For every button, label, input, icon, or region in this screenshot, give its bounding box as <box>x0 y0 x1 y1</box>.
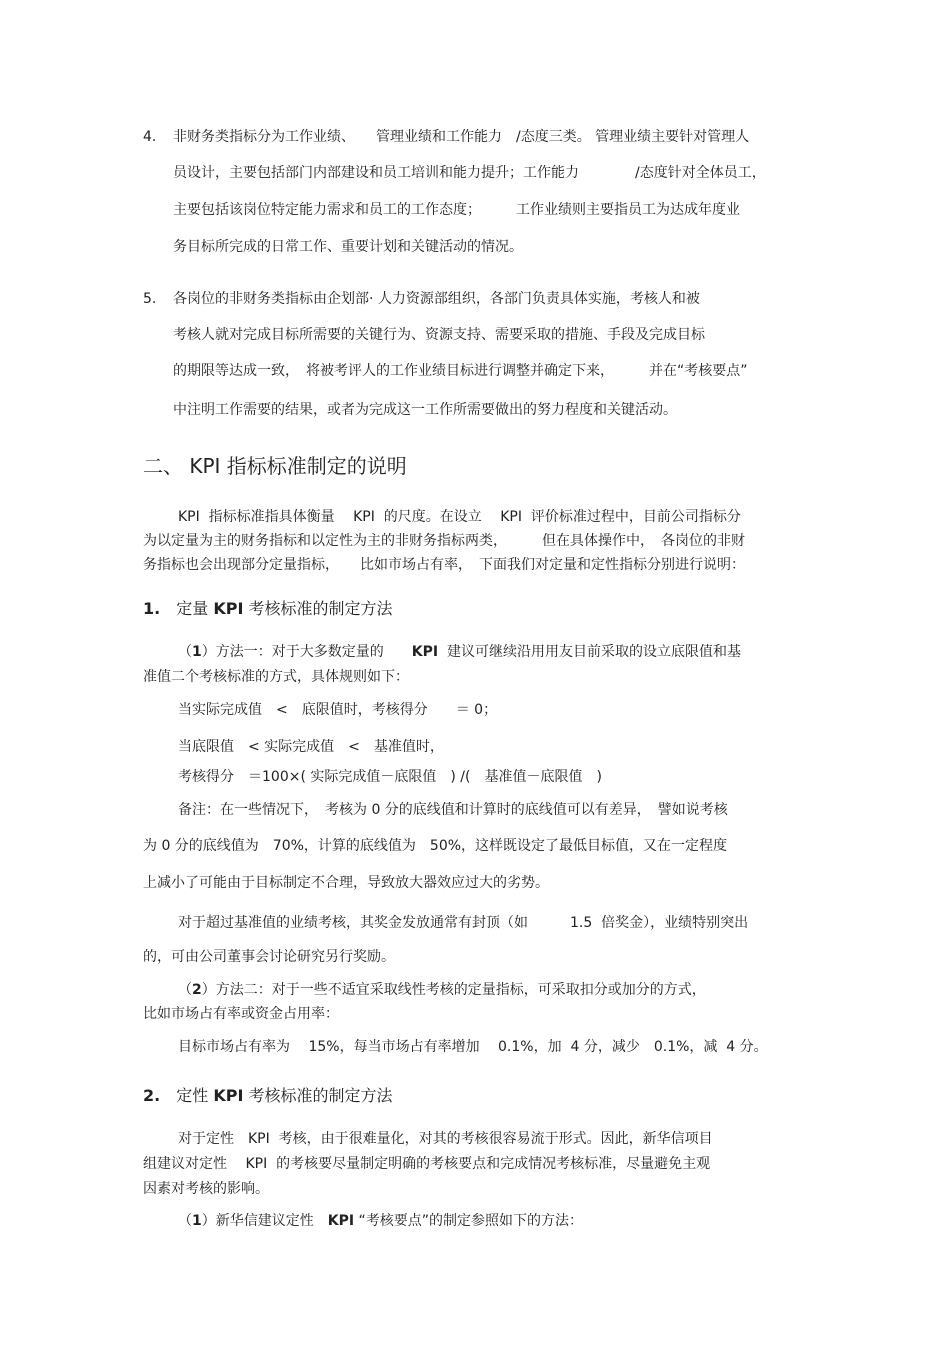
subheading-1-kpi: KPI <box>213 599 244 618</box>
method1-text-a: ）方法一：对于大多数定量的 <box>201 644 412 660</box>
bonus-line-2: 的，可由公司董事会讨论研究另行奖励。 <box>143 949 395 965</box>
list-number-4: 4. <box>143 129 157 145</box>
subheading-1-pre: 定量 <box>176 599 214 618</box>
item4-line-1: 非财务类指标分为工作业绩、 管理业绩和工作能力 /态度三类。 管理业绩主要针对管理人 <box>173 129 750 145</box>
qualitative-method1-text-b: “考核要点”的制定参照如下的方法： <box>354 1213 584 1229</box>
subheading-1-post: 考核标准的制定方法 <box>243 599 393 618</box>
list-number-5: 5. <box>143 291 157 307</box>
method2-number: 2 <box>192 982 202 998</box>
method2-line-2: 比如市场占有率或资金占用率： <box>143 1006 339 1022</box>
qualitative-line-2: 组建议对定性 KPI 的考核要尽量制定明确的考核要点和完成情况考核标准，尽量避免主观 <box>143 1156 711 1172</box>
subheading-1-number: 1. <box>143 599 161 618</box>
qualitative-method1-text-a: ）新华信建议定性 <box>201 1213 328 1229</box>
note-line-3: 上减小了可能由于目标制定不合理，导致放大器效应过大的劣势。 <box>143 875 549 891</box>
method2-text: ）方法二：对于一些不适宜采取线性考核的定量指标，可采取扣分或加分的方式， <box>201 982 706 998</box>
method1-line-1 <box>178 643 741 661</box>
method1-kpi: KPI <box>411 644 439 660</box>
subheading-2-kpi: KPI <box>213 1086 244 1105</box>
item5-line-3: 的期限等达成一致， 将被考评人的工作业绩目标进行调整并确定下来， 并在“考核要点” <box>173 363 748 379</box>
intro-line-2: 为以定量为主的财务指标和以定性为主的非财务指标两类， 但在具体操作中， 各岗位的非财 <box>143 533 745 549</box>
method1-prefix: （ <box>178 644 192 660</box>
bonus-line-1: 对于超过基准值的业绩考核，其奖金发放通常有封顶（如 1.5 倍奖金），业绩特别突出 <box>178 915 749 931</box>
method1-line-2: 准值二个考核标准的方式，具体规则如下： <box>143 669 409 685</box>
section-heading: 二、 KPI 指标标准制定的说明 <box>143 454 407 478</box>
subheading-2-post: 考核标准的制定方法 <box>243 1086 393 1105</box>
rule-2: 当底限值 < 实际完成值 < 基准值时， <box>178 739 444 755</box>
method1-number: 1 <box>192 644 202 660</box>
method2-line-1 <box>178 981 706 999</box>
method1-text-b: 建议可继续沿用用友目前采取的设立底限值和基 <box>438 644 741 660</box>
item4-line-3: 主要包括该岗位特定能力需求和员工的工作态度； 工作业绩则主要指员工为达成年度业 <box>173 202 740 218</box>
qualitative-line-3: 因素对考核的影响。 <box>143 1181 269 1197</box>
item5-line-1: 各岗位的非财务类指标由企划部· 人力资源部组织，各部门负责具体实施，考核人和被 <box>173 291 700 307</box>
item4-line-2: 员设计，主要包括部门内部建设和员工培训和能力提升；工作能力 /态度针对全体员工， <box>173 165 766 181</box>
subheading-2 <box>143 1085 392 1107</box>
qualitative-line-1: 对于定性 KPI 考核，由于很难量化，对其的考核很容易流于形式。因此，新华信项目 <box>178 1131 713 1147</box>
subheading-2-pre: 定性 <box>176 1086 214 1105</box>
method2-prefix: （ <box>178 982 192 998</box>
qualitative-method1 <box>178 1212 583 1230</box>
method2-example: 目标市场占有率为 15%，每当市场占有率增加 0.1%，加 4 分，减少 0.1%，减 4 分。 <box>178 1039 768 1055</box>
intro-line-3: 务指标也会出现部分定量指标， 比如市场占有率， 下面我们对定量和定性指标分别进行说明： <box>143 557 745 573</box>
intro-line-1: KPI 指标标准指具体衡量 KPI 的尺度。在设立 KPI 评价标准过程中，目前公司指标分 <box>178 509 741 525</box>
qualitative-method1-prefix: （ <box>178 1213 192 1229</box>
subheading-2-number: 2. <box>143 1086 161 1105</box>
note-line-2: 为 0 分的底线值为 70%，计算的底线值为 50%，这样既设定了最低目标值，又在一定程度 <box>143 838 728 854</box>
subheading-1 <box>143 598 392 620</box>
qualitative-method1-kpi: KPI <box>327 1213 355 1229</box>
qualitative-method1-number: 1 <box>192 1213 202 1229</box>
rule-1: 当实际完成值 < 底限值时，考核得分 ＝ 0； <box>178 702 498 718</box>
note-line-1: 备注：在一些情况下， 考核为 0 分的底线值和计算时的底线值可以有差异， 譬如说考核 <box>178 802 728 818</box>
item4-line-4: 务目标所完成的日常工作、重要计划和关键活动的情况。 <box>173 239 523 255</box>
item5-line-4: 中注明工作需要的结果，或者为完成这一工作所需要做出的努力程度和关键活动。 <box>173 402 677 418</box>
item5-line-2: 考核人就对完成目标所需要的关键行为、资源支持、需要采取的措施、手段及完成目标 <box>173 327 705 343</box>
rule-3-formula: 考核得分 ＝100×( 实际完成值－底限值 ) /( 基准值－底限值 ) <box>178 769 602 785</box>
